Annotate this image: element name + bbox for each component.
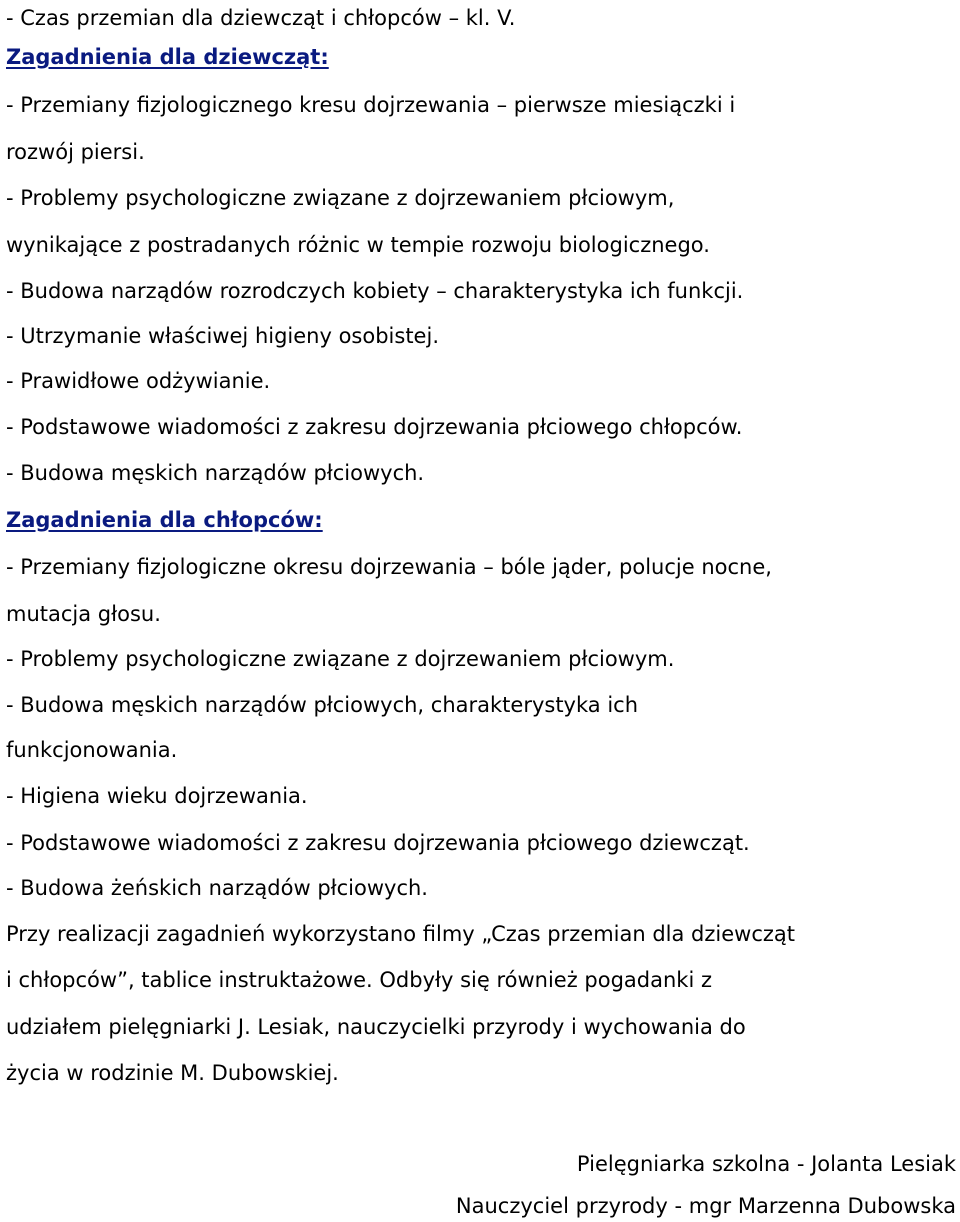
topic-title: - Czas przemian dla dziewcząt i chłopców – kl. V.	[6, 6, 516, 30]
text-line: - Przemiany fizjologicznego kresu dojrzewania – pierwsze miesiączki i	[6, 93, 736, 117]
summary-line: Przy realizacji zagadnień wykorzystano filmy „Czas przemian dla dziewcząt	[6, 922, 795, 946]
text-line: mutacja głosu.	[6, 602, 161, 626]
text-line: funkcjonowania.	[6, 738, 178, 762]
text-line: - Podstawowe wiadomości z zakresu dojrzewania płciowego dziewcząt.	[6, 831, 750, 855]
text-line: - Budowa męskich narządów płciowych.	[6, 461, 425, 485]
summary-line: życia w rodzinie M. Dubowskiej.	[6, 1061, 339, 1085]
text-line: - Budowa żeńskich narządów płciowych.	[6, 876, 428, 900]
text-line: wynikające z postradanych różnic w tempie rozwoju biologicznego.	[6, 233, 710, 257]
text-line: rozwój piersi.	[6, 140, 145, 164]
text-line: - Budowa męskich narządów płciowych, charakterystyka ich	[6, 693, 639, 717]
text-line: - Problemy psychologiczne związane z dojrzewaniem płciowym.	[6, 647, 675, 671]
signature-teacher: Nauczyciel przyrody - mgr Marzenna Dubowska	[455, 1194, 956, 1218]
text-line: - Budowa narządów rozrodczych kobiety – charakterystyka ich funkcji.	[6, 279, 744, 303]
text-line: - Prawidłowe odżywianie.	[6, 369, 271, 393]
section-heading-boys: Zagadnienia dla chłopców:	[6, 508, 323, 532]
text-line: - Podstawowe wiadomości z zakresu dojrzewania płciowego chłopców.	[6, 415, 743, 439]
text-line: - Przemiany fizjologiczne okresu dojrzewania – bóle jąder, polucje nocne,	[6, 555, 772, 579]
signature-nurse: Pielęgniarka szkolna - Jolanta Lesiak	[576, 1152, 956, 1176]
section-heading-girls: Zagadnienia dla dziewcząt:	[6, 45, 329, 69]
summary-line: udziałem pielęgniarki J. Lesiak, nauczycielki przyrody i wychowania do	[6, 1015, 746, 1039]
text-line: - Problemy psychologiczne związane z dojrzewaniem płciowym,	[6, 186, 675, 210]
text-line: - Utrzymanie właściwej higieny osobistej.	[6, 324, 439, 348]
text-line: - Higiena wieku dojrzewania.	[6, 784, 308, 808]
summary-line: i chłopców”, tablice instruktażowe. Odbyły się również pogadanki z	[6, 968, 712, 992]
